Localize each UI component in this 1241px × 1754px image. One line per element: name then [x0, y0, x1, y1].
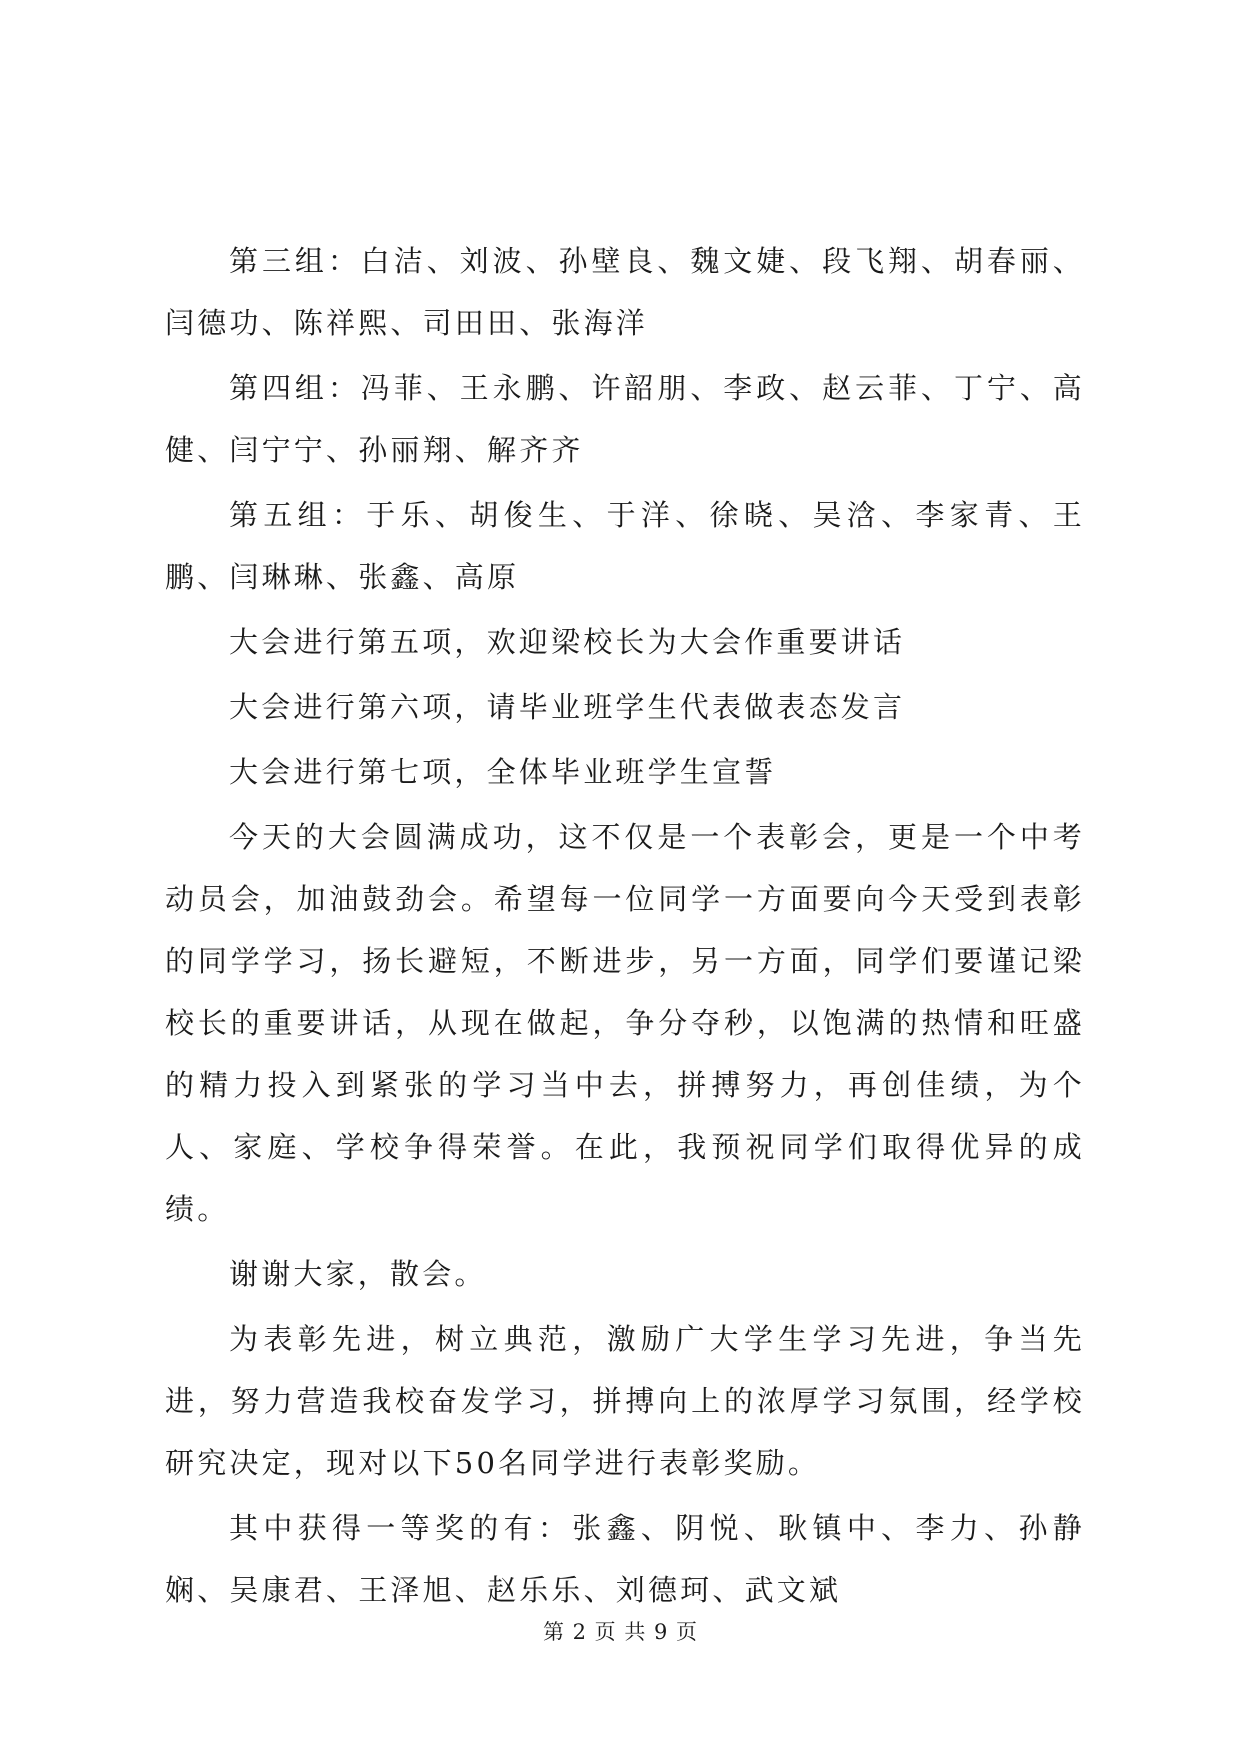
paragraph-closing-remarks: 今天的大会圆满成功，这不仅是一个表彰会，更是一个中考动员会，加油鼓劲会。希望每一位同学一方面要向今天受到表彰的同学学习，扬长避短，不断进步，另一方面，同学们要谨记梁校长的重要讲话，从现在做起，争分夺秒，以饱满的热情和旺盛的精力投入到紧张的学习当中去，拼搏努力，再创佳绩，为个人、家庭、学校争得荣誉。在此，我预祝同学们取得优异的成绩。 — [165, 820, 1085, 1226]
paragraph-item-5: 大会进行第五项，欢迎梁校长为大会作重要讲话 — [229, 625, 906, 659]
document-body — [165, 230, 1085, 1624]
paragraph-group-5: 第五组：于乐、胡俊生、于洋、徐晓、吴浛、李家青、王鹏、闫琳琳、张鑫、高原 — [165, 498, 1085, 594]
paragraph-group-4: 第四组：冯菲、王永鹏、许韶朋、李政、赵云菲、丁宁、高健、闫宁宁、孙丽翔、解齐齐 — [165, 371, 1085, 467]
paragraph-group-3: 第三组：白洁、刘波、孙壁良、魏文婕、段飞翔、胡春丽、闫德功、陈祥熙、司田田、张海洋 — [165, 244, 1085, 340]
paragraph-first-prize: 其中获得一等奖的有：张鑫、阴悦、耿镇中、李力、孙静娴、吴康君、王泽旭、赵乐乐、刘德珂、武文斌 — [165, 1511, 1085, 1607]
page-footer: 第 2 页 共 9 页 — [542, 1620, 699, 1644]
paragraph-commendation-intro: 为表彰先进，树立典范，激励广大学生学习先进，争当先进，努力营造我校奋发学习，拼搏向上的浓厚学习氛围，经学校研究决定，现对以下50名同学进行表彰奖励。 — [165, 1322, 1085, 1480]
paragraph-item-6: 大会进行第六项，请毕业班学生代表做表态发言 — [229, 690, 906, 724]
paragraph-thanks: 谢谢大家，散会。 — [229, 1257, 487, 1291]
paragraph-item-7: 大会进行第七项，全体毕业班学生宣誓 — [229, 755, 777, 789]
